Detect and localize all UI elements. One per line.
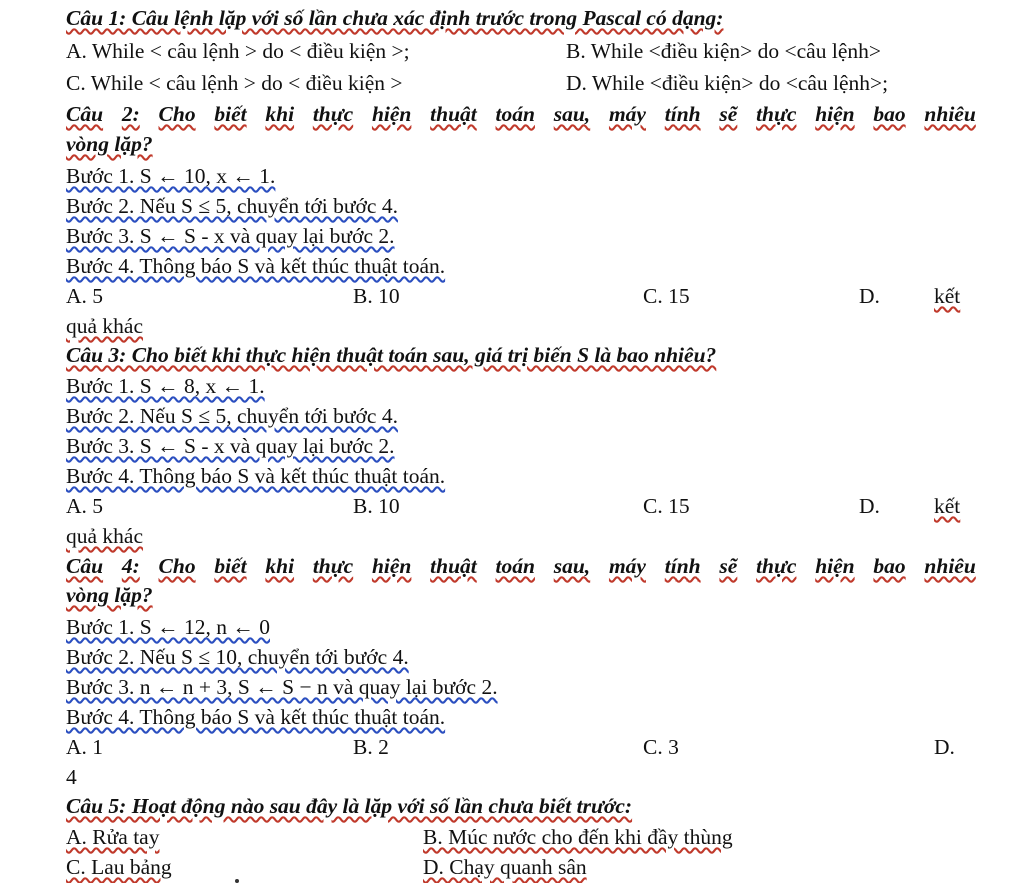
q2-step-4: Bước 4. Thông báo S và kết thúc thuật toán. (66, 254, 446, 278)
q4-title-word: khi (265, 554, 295, 578)
q4-title-line1 (66, 552, 976, 580)
q2-step-1: Bước 1. S ← 10, x ← 1. (66, 164, 276, 188)
q2-option-d-tail: kết (934, 284, 961, 308)
q2-option-d-continuation: quả khác (66, 314, 144, 338)
q3-step-2: Bước 2. Nếu S ≤ 5, chuyển tới bước 4. (66, 404, 398, 428)
q2-title-word: bao (873, 102, 906, 126)
q2-title-word: Câu (66, 102, 104, 126)
q3-option-a: A. 5 (66, 494, 104, 518)
q3-step-4: Bước 4. Thông báo S và kết thúc thuật toán. (66, 464, 446, 488)
q5-title: Câu 5: Hoạt động nào sau đây là lặp với số lần chưa biết trước: (66, 794, 633, 818)
q2-title-word: thực (756, 102, 797, 126)
q4-title-word: thuật (430, 554, 477, 578)
q4-title-word: biết (214, 554, 247, 578)
q2-title-word: 2: (121, 102, 140, 126)
q4-title-word: thực (312, 554, 354, 578)
q3-step-1: Bước 1. S ← 8, x ← 1. (66, 374, 265, 398)
q3-title: Câu 3: Cho biết khi thực hiện thuật toán sau, giá trị biến S là bao nhiêu? (66, 343, 717, 367)
q2-title-word: sau, (553, 102, 591, 126)
q4-title-word: tính (664, 554, 701, 578)
q3-option-d: D. (859, 494, 880, 518)
q4-title-word: nhiêu (924, 554, 976, 578)
q3-option-b: B. 10 (353, 494, 400, 518)
q2-title-word: biết (214, 102, 247, 126)
q4-step-4: Bước 4. Thông báo S và kết thúc thuật toán. (66, 705, 446, 729)
q1-option-b: B. While <điều kiện> do <câu lệnh> (566, 39, 881, 63)
q4-title-word: sẽ (719, 554, 738, 578)
q4-title-word: Cho (158, 554, 196, 578)
q1-option-a: A. While < câu lệnh > do < điều kiện >; (66, 39, 410, 63)
q2-title-word: toán (495, 102, 535, 126)
q4-option-b: B. 2 (353, 735, 389, 759)
q2-title-word: Cho (158, 102, 196, 126)
q1-title: Câu 1: Câu lệnh lặp với số lần chưa xác định trước trong Pascal có dạng: (66, 6, 724, 30)
q5-option-d: D. Chạy quanh sân (423, 855, 587, 879)
q1-options-row2 (66, 69, 976, 97)
q2-option-d: D. (859, 284, 880, 308)
q5-options-row2 (66, 853, 976, 881)
q2-step-2: Bước 2. Nếu S ≤ 5, chuyển tới bước 4. (66, 194, 398, 218)
q4-option-c: C. 3 (643, 735, 679, 759)
q2-option-a: A. 5 (66, 284, 104, 308)
q3-option-c: C. 15 (643, 494, 690, 518)
q3-option-d-continuation: quả khác (66, 524, 144, 548)
q4-title-word: hiện (815, 554, 855, 578)
q4-title-word: thực (756, 554, 797, 578)
cropped-mark (235, 879, 239, 883)
q4-title-word: Câu (66, 554, 104, 578)
q2-title-word: máy (608, 102, 646, 126)
q4-option-d: D. (934, 735, 955, 759)
q3-option-d-tail: kết (934, 494, 961, 518)
q2-step-3: Bước 3. S ← S - x và quay lại bước 2. (66, 224, 395, 248)
q5-option-b: B. Múc nước cho đến khi đầy thùng (423, 825, 733, 849)
q4-title-word: máy (608, 554, 646, 578)
q5-options-row1 (66, 823, 976, 851)
q4-step-2: Bước 2. Nếu S ≤ 10, chuyển tới bước 4. (66, 645, 409, 669)
q2-title-word: khi (265, 102, 295, 126)
q2-title-line1 (66, 100, 976, 128)
q4-option-a: A. 1 (66, 735, 104, 759)
q2-title-word: thực (312, 102, 354, 126)
q4-title-word: 4: (121, 554, 140, 578)
q3-options (66, 492, 976, 520)
q1-option-d: D. While <điều kiện> do <câu lệnh>; (566, 71, 889, 95)
q5-option-c: C. Lau bảng (66, 855, 172, 879)
q4-title-word: toán (495, 554, 535, 578)
q2-title-word: thuật (430, 102, 477, 126)
q4-title-word: sau, (553, 554, 591, 578)
q3-step-3: Bước 3. S ← S - x và quay lại bước 2. (66, 434, 395, 458)
q4-options (66, 733, 976, 761)
q2-title-word: sẽ (719, 102, 738, 126)
q2-title-word: nhiêu (924, 102, 976, 126)
q1-option-c: C. While < câu lệnh > do < điều kiện > (66, 71, 403, 95)
q4-step-3: Bước 3. n ← n + 3, S ← S − n và quay lại bước 2. (66, 675, 498, 699)
q2-option-c: C. 15 (643, 284, 690, 308)
q4-step-1: Bước 1. S ← 12, n ← 0 (66, 615, 270, 639)
q2-title-word: hiện (371, 102, 412, 126)
q4-title-line2: vòng lặp? (66, 583, 153, 607)
q2-title-line2: vòng lặp? (66, 132, 153, 156)
q4-option-d-continuation: 4 (66, 765, 77, 789)
q2-title-word: tính (664, 102, 701, 126)
q5-option-a: A. Rửa tay (66, 825, 160, 849)
q4-title-word: bao (873, 554, 906, 578)
q1-options-row1 (66, 37, 976, 65)
q2-title-word: hiện (815, 102, 855, 126)
q4-title-word: hiện (371, 554, 412, 578)
q2-options (66, 282, 976, 310)
q2-option-b: B. 10 (353, 284, 400, 308)
